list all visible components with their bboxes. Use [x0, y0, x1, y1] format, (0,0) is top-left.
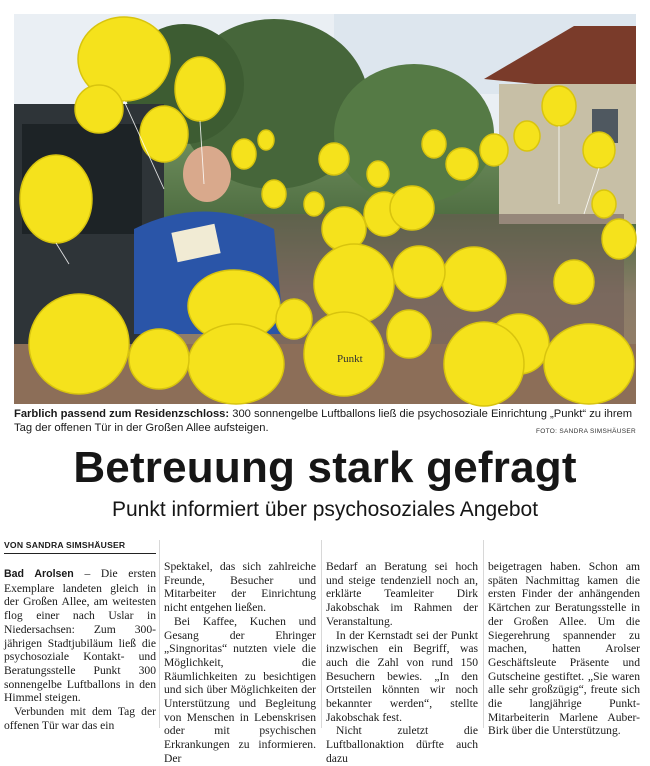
column-divider	[159, 540, 160, 728]
article-column-3	[326, 560, 478, 765]
paragraph-text: – Die ersten Exemplare landeten gleich in der Großen Allee, am weitesten flog einer nach Uslar in Niedersachsen: Zum 300-jährigen Stadtjubiläum ließ die psychosoziale Kontakt- und Beratungsstelle Punkt 300 sonnengelbe Luftballons in den Himmel steigen.	[4, 567, 156, 705]
byline: VON SANDRA SIMSHÄUSER	[4, 540, 156, 554]
balloon-photo-illustration	[14, 14, 636, 404]
paragraph: In der Kernstadt sei der Punkt inzwischen ein Begriff, was auch die Zahl von rund 150 Besuchern bewies. „In den Ortsteilen könnten wir noch bekannter werden“, stellte Jakobschak fest.	[326, 628, 478, 724]
balloon-print-label: Punkt	[337, 353, 363, 365]
article-column-2	[164, 560, 316, 765]
paragraph: Verbunden mit dem Tag der offenen Tür war das ein	[4, 705, 156, 732]
article-photo	[14, 14, 636, 404]
paragraph	[4, 567, 156, 705]
paragraph: Nicht zuletzt die Luftballonaktion dürfte auch dazu	[326, 724, 478, 765]
paragraph: beigetragen haben. Schon am späten Nachmittag kamen die ersten Finder der anhängenden Kärtchen zur Beratungsstelle in der Großen Allee. Um die Siegerehrung spannender zu machen, hatten Arolser Geschäftsleute Präsente und Gutscheine gestiftet. „Sie waren alle sehr großzügig“, freute sich die langjährige Punkt-Mitarbeiterin Marlene Auber-Birk über die Unterstützung.	[488, 560, 640, 738]
article-column-1	[4, 567, 156, 732]
headline: Betreuung stark gefragt	[73, 443, 577, 492]
paragraph: Spektakel, das sich zahlreiche Freunde, Besucher und Mitarbeiter der Einrichtung nicht entgehen ließen.	[164, 560, 316, 615]
caption-text: 300 sonnengelbe Luftballons ließ die psychosoziale Einrichtung „Punkt“ zu ihrem Tag der offenen Tür in der Großen Allee aufsteigen.	[14, 408, 633, 434]
paragraph: Bedarf an Beratung sei hoch und steige tendenziell noch an, erklärte Teamleiter Dirk Jakobschak im Rahmen der Veranstaltung.	[326, 560, 478, 628]
caption-lead: Farblich passend zum Residenzschloss:	[14, 408, 230, 420]
photo-credit: FOTO: SANDRA SIMSHÄUSER	[536, 428, 636, 435]
dateline: Bad Arolsen	[4, 568, 74, 580]
column-divider	[321, 540, 322, 728]
paragraph: Bei Kaffee, Kuchen und Gesang der Ehringer „Singnoritas“ nutzten viele die Möglichkeit, die Räumlichkeiten zu besichtigen und sich über Möglichkeiten der Unterstützung und Begleitung von Menschen in Lebenskrisen oder mit psychischen Erkrankungen zu informieren. Der	[164, 614, 316, 765]
subheadline: Punkt informiert über psychosoziales Angebot	[111, 498, 539, 521]
article-column-4	[488, 560, 640, 738]
column-divider	[483, 540, 484, 728]
